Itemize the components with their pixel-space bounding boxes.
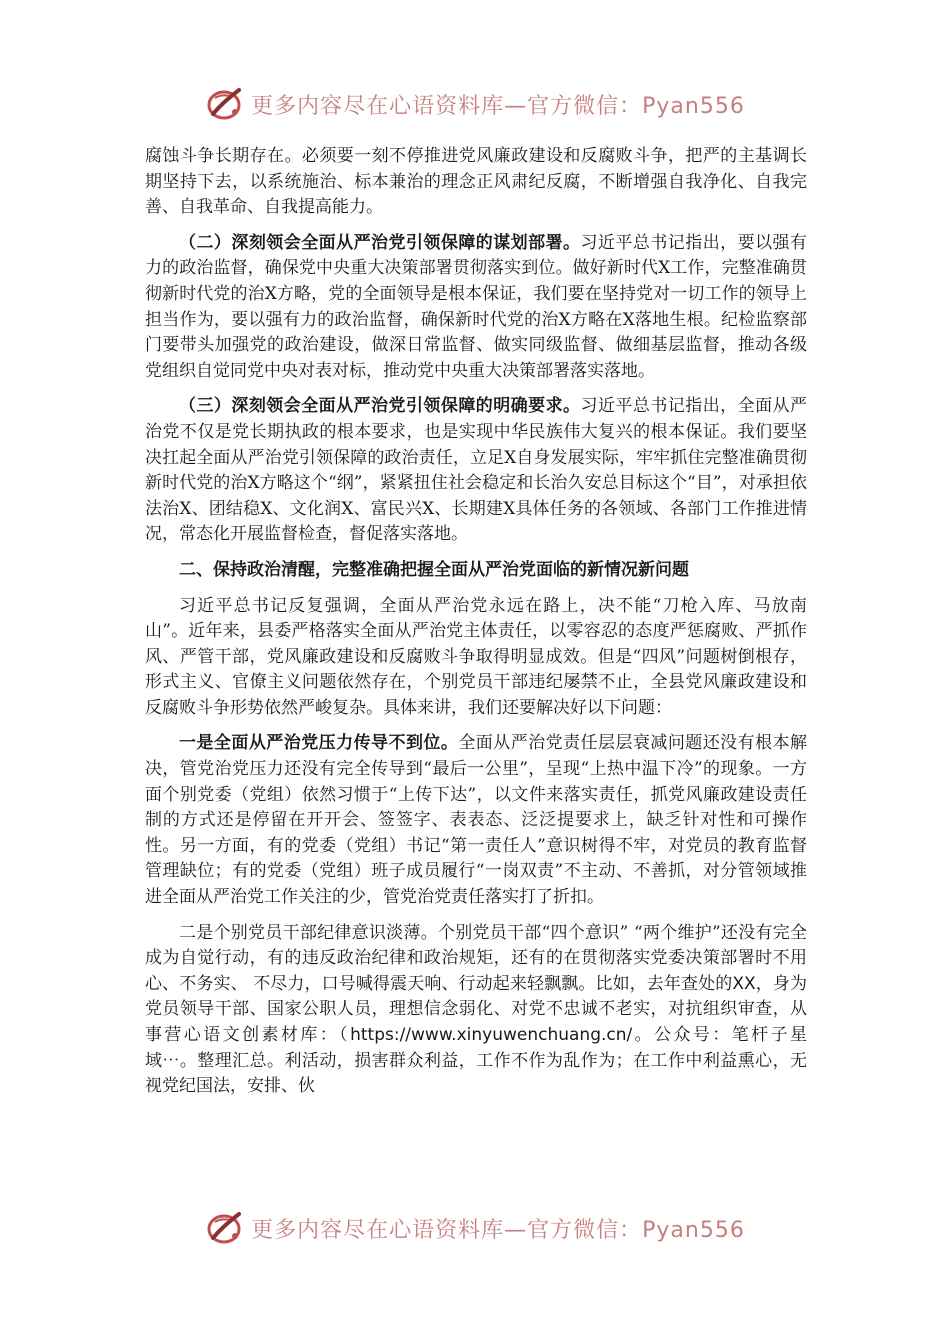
redacted-name: XX: [732, 973, 756, 994]
watermark-footer: [0, 1206, 950, 1250]
problem-lead: 一是全面从严治党压力传导不到位。: [179, 733, 459, 754]
section-lead: （二）深刻领会全面从严治党引领保障的谋划部署。: [179, 232, 581, 253]
paragraph-text: 二是个别党员干部纪律意识淡薄。个别党员干部“四个意识” “两个维护”还没有完全成为自觉行动，有的违反政治纪律和政治规矩，还有的在贯彻落实党委决策部署时不用心、不务实、 不尽力，口号喊得震天响、行动起来轻飘飘。比如，去年查处的: [145, 922, 807, 994]
watermark-text: 更多内容尽在心语资料库—官方微信：Pyan556: [251, 93, 745, 119]
paragraph-text: 习近平总书记指出，要以强有力的政治监督，确保党中央重大决策部署贯彻落实到位。做好新时代X工作，完整准确贯彻新时代党的治X方略，党的全面领导是根本保证，我们要在坚持党对一切工作的领导上担当作为，要以强有力的政治监督，确保新时代党的治X方略在X落地生根。纪检监察部门要带头加强党的政治建设，做深日常监督、做实同级监督、做细基层监督，推动各级党组织自觉同党中央对表对标，推动党中央重大决策部署落实落地。: [145, 232, 808, 381]
paragraph-text: ，身为党员领导干部、国家公职人员，理想信念弱化、对党不忠诚不老实，对抗组织审查，从事营心语文创素材库：（: [145, 973, 808, 1045]
paragraph-continuation: [145, 144, 807, 221]
watermark-header: [0, 82, 950, 126]
website-url: https://www.xinyuwenchuang.cn/: [350, 1025, 633, 1045]
section-heading: 二、保持政治清醒，完整准确把握全面从严治党面临的新情况新问题: [179, 559, 689, 580]
brush-logo-icon: [205, 1208, 245, 1248]
paragraph-problem-2: [145, 921, 807, 1100]
paragraph-text: 腐蚀斗争长期存在。必须要一刻不停推进党风廉政建设和反腐败斗争，把严的主基调长期坚持下去，以系统施治、标本兼治的理念正风肃纪反腐，不断增强自我净化、自我完善、自我革命、自我提高能力。: [145, 146, 807, 218]
paragraph-problem-1: [145, 731, 807, 910]
paragraph-section-3: [145, 394, 807, 548]
paragraph-text: 习近平总书记指出，全面从严治党不仅是党长期执政的根本要求，也是实现中华民族伟大复兴的根本保证。我们要坚决扛起全面从严治党引领保障的政治责任，立足X自身发展实际，牢牢抓住完整准确贯彻新时代党的治X方略这个“纲”，紧紧扭住社会稳定和长治久安总目标这个“目”，对承担依法治X、团结稳X、文化润X、富民兴X、长期建X具体任务的各领域、各部门工作推进情况，常态化开展监督检查，督促落实落地。: [145, 396, 808, 545]
watermark-text: 更多内容尽在心语资料库—官方微信：Pyan556: [251, 1217, 745, 1243]
paragraph-section-2: [145, 231, 807, 385]
brush-logo-icon: [205, 84, 245, 124]
document-body: [145, 144, 807, 1110]
paragraph-intro: [145, 594, 807, 722]
paragraph-text: 全面从严治党责任层层衰减问题还没有根本解决，管党治党压力还没有完全传导到“最后一公里”，呈现“上热中温下冷”的现象。一方面个别党委（党组）依然习惯于“上传下达”，以文件来落实责任，抓党风廉政建设责任制的方式还是停留在开开会、签签字、表表态、泛泛提要求上，缺乏针对性和可操作性。另一方面，有的党委（党组）书记“第一责任人”意识树得不牢，对党员的教育监督管理缺位；有的党委（党组）班子成员履行“一岗双责”不主动、不善抓，对分管领域推进全面从严治党工作关注的少，管党治党责任落实打了折扣。: [145, 733, 808, 908]
paragraph-text: 习近平总书记反复强调，全面从严治党永远在路上，决不能“刀枪入库、马放南山”。近年来，县委严格落实全面从严治党主体责任，以零容忍的态度严惩腐败、严抓作风、严管干部，党风廉政建设和反腐败斗争取得明显成效。但是“四风”问题树倒根存，形式主义、官僚主义问题依然存在，个别党员干部违纪屡禁不止，全县党风廉政建设和反腐败斗争形势依然严峻复杂。具体来讲，我们还要解决好以下问题：: [145, 595, 807, 718]
paragraph-text: 。公众号：笔杆子星域⋯。整理汇总。利活动，损害群众利益，工作不作为乱作为；在工作中利益熏心，无视党纪国法，安排、伙: [145, 1025, 808, 1097]
section-lead: （三）深刻领会全面从严治党引领保障的明确要求。: [179, 396, 581, 417]
